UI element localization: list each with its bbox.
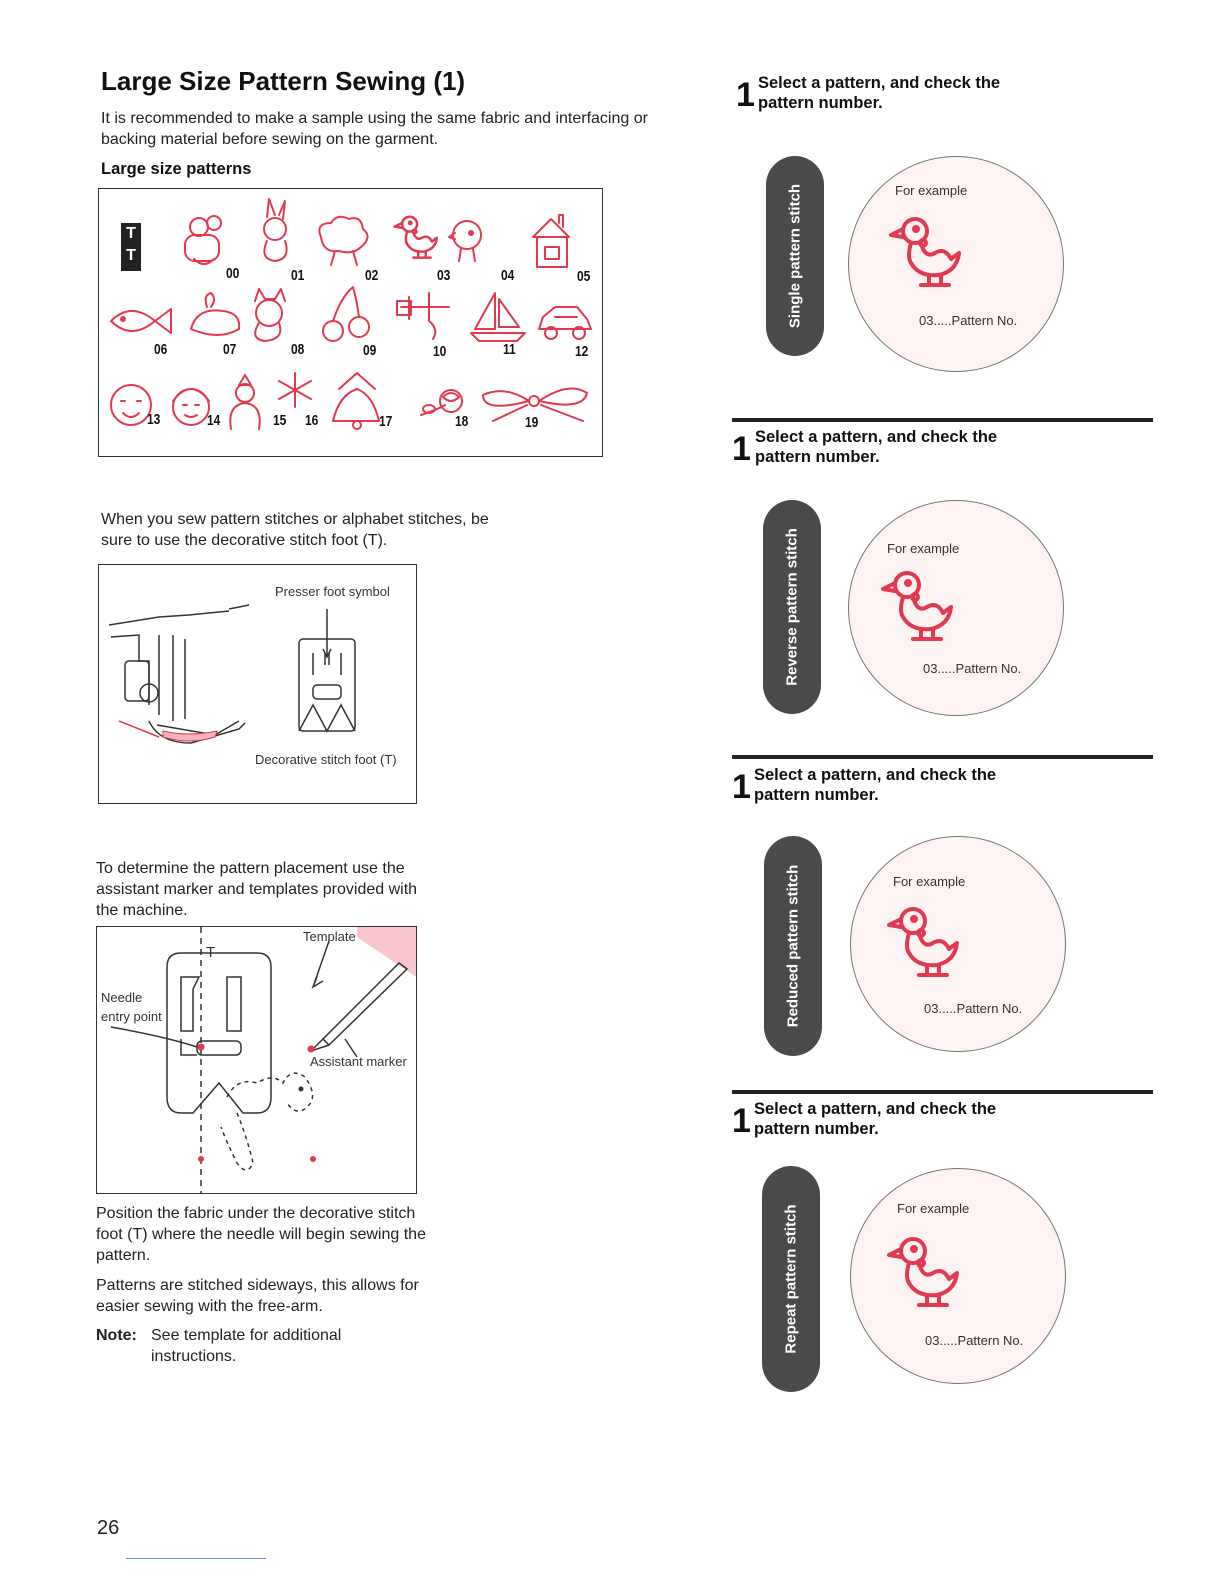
mode-label: Reverse pattern stitch (783, 528, 801, 686)
boy-face-icon (111, 385, 151, 425)
girl-face-icon (173, 389, 209, 425)
section-divider (732, 755, 1153, 759)
needle-label: Needle (101, 990, 143, 1005)
rabbit-icon (264, 199, 287, 261)
assistant-marker-label: Assistant marker (310, 1054, 407, 1069)
note-label: Note: (96, 1327, 137, 1344)
duck-icon (883, 1233, 973, 1313)
footer-line (126, 1558, 266, 1559)
duck-icon (883, 903, 973, 983)
pattern-number: 17 (379, 413, 393, 430)
step-text-line1: Select a pattern, and check the (754, 1100, 997, 1118)
house-icon (533, 215, 569, 267)
pattern-number: 13 (147, 411, 161, 428)
position-text: Position the fabric under the decorative stitch foot (T) where the needle will begin sewing the pattern. (96, 1205, 426, 1264)
example-circle (848, 156, 1064, 372)
example-circle (850, 836, 1066, 1052)
mode-label: Single pattern stitch (786, 183, 804, 329)
step-number: 1 (736, 76, 755, 114)
bell-icon (333, 373, 379, 429)
bear-icon (185, 216, 221, 264)
foot-badge: T T (121, 223, 141, 271)
fish-icon (111, 309, 171, 333)
pattern-caption: 03.....Pattern No. (924, 1001, 1023, 1016)
pattern-number: 07 (223, 341, 237, 358)
decorative-foot-label: Decorative stitch foot (T) (255, 752, 397, 767)
mode-label: Repeat pattern stitch (782, 1204, 800, 1354)
placement-text: To determine the pattern placement use the assistant marker and templates provided with the machine. (96, 860, 418, 919)
mode-pill-reverse (763, 500, 821, 714)
snowflake-icon (279, 373, 311, 407)
example-circle (850, 1168, 1066, 1384)
duck-icon (877, 567, 967, 647)
note-text-line2: instructions. (151, 1348, 237, 1365)
presser-foot-symbol-label: Presser foot symbol (275, 584, 390, 599)
step-text-line1: Select a pattern, and check the (758, 74, 1001, 92)
step-text-line2: pattern number. (758, 94, 883, 112)
pattern-caption: 03.....Pattern No. (923, 661, 1022, 676)
example-label: For example (895, 183, 968, 198)
step-text-line2: pattern number. (754, 1120, 879, 1138)
pattern-caption: 03.....Pattern No. (919, 313, 1018, 328)
entry-point-label: entry point (101, 1009, 162, 1024)
mode-pill-repeat (762, 1166, 820, 1392)
pattern-number: 12 (575, 343, 589, 360)
sheep-icon (319, 217, 367, 265)
pattern-number: 16 (305, 412, 319, 429)
step-text-line1: Select a pattern, and check the (755, 428, 998, 446)
sewing-machine-illustration (99, 565, 416, 803)
pattern-number: 04 (501, 267, 515, 284)
template-figure (96, 926, 417, 1194)
pattern-number: 14 (207, 412, 221, 429)
sideways-text: Patterns are stitched sideways, this allows for easier sewing with the free-arm. (96, 1277, 419, 1315)
mode-pill-single (766, 156, 824, 356)
doll-icon (230, 375, 259, 429)
chick-icon (449, 221, 481, 261)
example-label: For example (887, 541, 960, 556)
page-number: 26 (97, 1517, 120, 1539)
cat-icon (255, 289, 285, 341)
foot-note: When you sew pattern stitches or alphabet stitches, be sure to use the decorative stitch foot (T). (101, 511, 489, 549)
patterns-chart (98, 188, 603, 457)
mode-pill-reduced (764, 836, 822, 1056)
pattern-number: 10 (433, 343, 447, 360)
step-text-line1: Select a pattern, and check the (754, 766, 997, 784)
step-number: 1 (732, 430, 751, 468)
pattern-number: 02 (365, 267, 379, 284)
step-text-line2: pattern number. (755, 448, 880, 466)
mode-label: Reduced pattern stitch (784, 864, 802, 1028)
foot-letter: T (206, 944, 216, 961)
car-icon (539, 307, 591, 339)
airplane-icon (397, 293, 449, 339)
page-title: Large Size Pattern Sewing (1) (101, 66, 466, 96)
sailboat-icon (471, 293, 525, 341)
pattern-number: 01 (291, 267, 305, 284)
pattern-number: 15 (273, 412, 287, 429)
rose-icon (421, 390, 462, 415)
pattern-number: 19 (525, 414, 539, 431)
example-circle (848, 500, 1064, 716)
presser-foot-figure (98, 564, 417, 804)
template-label: Template (303, 929, 356, 944)
cherry-icon (323, 287, 369, 341)
pattern-caption: 03.....Pattern No. (925, 1333, 1024, 1348)
step-number: 1 (732, 1102, 751, 1140)
example-label: For example (893, 874, 966, 889)
intro-text: It is recommended to make a sample using the same fabric and interfacing or backing material before sewing on the garment. (101, 110, 648, 148)
duck-icon (885, 213, 975, 293)
step-text-line2: pattern number. (754, 786, 879, 804)
pattern-number: 05 (577, 268, 591, 285)
pattern-number: 03 (437, 267, 451, 284)
pattern-number: 11 (503, 341, 516, 358)
whale-icon (191, 293, 239, 335)
pattern-number: 09 (363, 342, 377, 359)
pattern-number: 06 (154, 341, 168, 358)
note-text-line1: See template for additional (151, 1327, 342, 1344)
duck-icon (395, 217, 437, 258)
patterns-heading: Large size patterns (101, 160, 252, 178)
pattern-number: 08 (291, 341, 305, 358)
example-label: For example (897, 1201, 970, 1216)
section-divider (732, 418, 1153, 422)
pattern-number: 18 (455, 413, 469, 430)
pattern-number: 00 (226, 265, 240, 282)
step-number: 1 (732, 768, 751, 806)
section-divider (732, 1090, 1153, 1094)
